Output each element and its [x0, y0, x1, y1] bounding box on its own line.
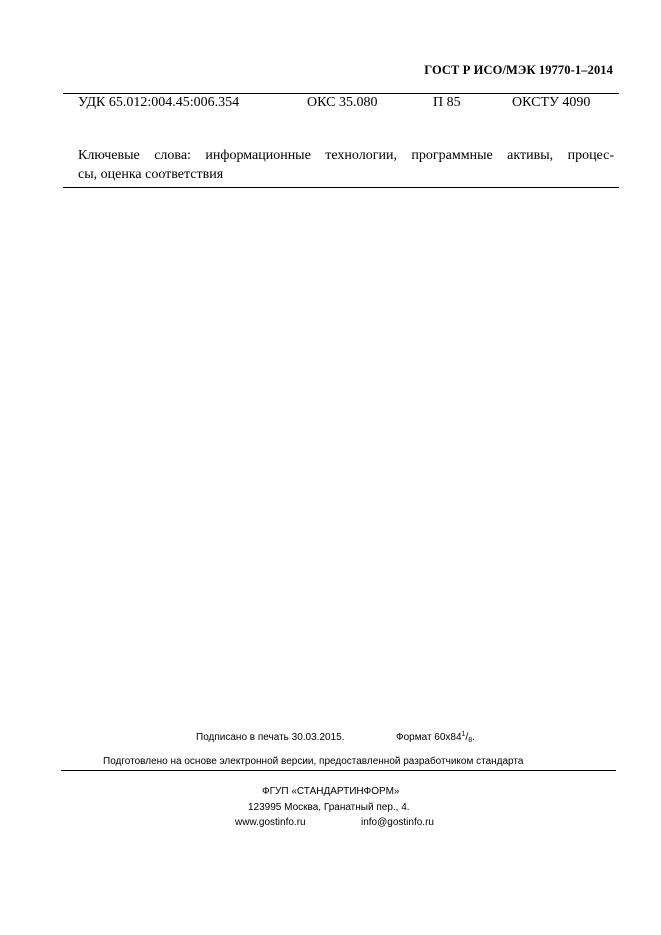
paper-format: Формат $60x84^1/_8$.	[396, 731, 475, 744]
classification-row	[78, 95, 618, 113]
publisher-address: 123995 Москва, Гранатный пер., 4.	[248, 802, 410, 813]
format-superscript: 1	[461, 731, 466, 738]
publisher-name: ФГУП «СТАНДАРТИНФОРМ»	[262, 786, 400, 797]
format-text: Формат 60x84	[396, 732, 462, 743]
imprint-rule	[61, 770, 616, 771]
publisher-website: www.gostinfo.ru	[235, 817, 306, 828]
publisher-email: info@gostinfo.ru	[361, 817, 434, 828]
format-subscript: 8	[468, 737, 473, 744]
keywords-rule	[63, 187, 619, 188]
prepared-note: Подготовлено на основе электронной версии, предоставленной разработчиком стандарта	[103, 756, 524, 767]
udk-code: УДК 65.012:004.45:006.354	[78, 95, 240, 110]
oks-code: ОКС 35.080	[307, 95, 378, 110]
okstu-code: ОКСТУ 4090	[512, 95, 591, 110]
signed-for-print: Подписано в печать 30.03.2015.	[196, 732, 345, 743]
keywords-line-2: сы, оценка соответствия	[78, 167, 224, 182]
keywords-block	[78, 146, 614, 184]
keywords-line-1: Ключевые слова: информационные технологии, программные активы, процес-	[78, 148, 614, 163]
p-code: П 85	[433, 95, 461, 110]
standard-code: ГОСТ Р ИСО/МЭК 19770-1–2014	[424, 63, 613, 77]
format-period: .	[472, 732, 475, 743]
header-rule	[63, 93, 619, 94]
